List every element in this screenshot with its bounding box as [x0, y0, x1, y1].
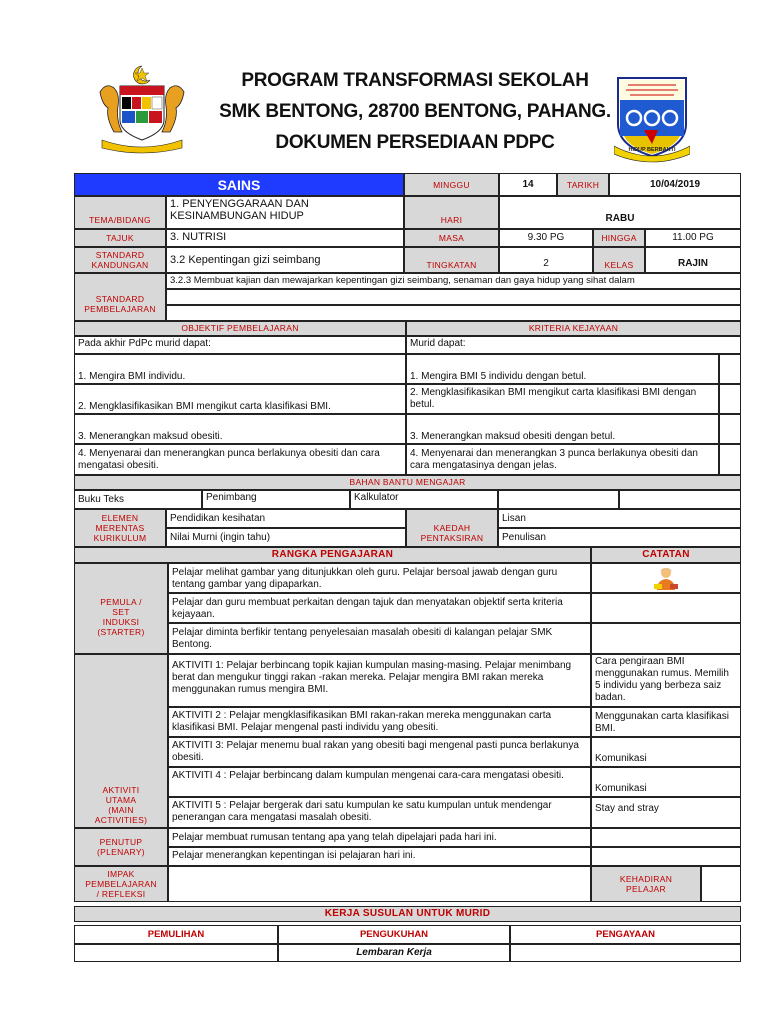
- teacher-clipart-icon: [652, 566, 680, 592]
- objektif-item: 1. Mengira BMI individu.: [74, 354, 406, 384]
- document-header: [0, 0, 768, 172]
- aktiviti-catatan: Komunikasi: [591, 767, 741, 797]
- hari-value: RABU: [499, 196, 741, 229]
- kriteria-item: 4. Menyenarai dan menerangkan 3 punca berlakunya obesiti dan cara mengatasinya dengan jelas.: [406, 444, 719, 475]
- tema-label: TEMA/BIDANG: [74, 196, 166, 229]
- objektif-item: 2. Mengklasifikasikan BMI mengikut carta klasifikasi BMI.: [74, 384, 406, 414]
- bbm-item: Kalkulator: [350, 490, 498, 509]
- bbm-header: BAHAN BANTU MENGAJAR: [74, 475, 741, 490]
- emk-item: Pendidikan kesihatan: [166, 509, 406, 528]
- pemula-item: Pelajar dan guru membuat perkaitan dengan tajuk dan menyatakan objektif serta kriteria kejayaan.: [168, 593, 591, 623]
- tingkatan-label: TINGKATAN: [404, 247, 499, 273]
- header-line-3: DOKUMEN PERSEDIAAN PDPC: [275, 132, 555, 153]
- kriteria-item: 3. Menerangkan maksud obesiti dengan betul.: [406, 414, 719, 444]
- pemula-catatan: [591, 623, 741, 654]
- impak-value: [168, 866, 591, 902]
- rangka-header: RANGKA PENGAJARAN: [74, 547, 591, 563]
- standard-kandungan-value: 3.2 Kepentingan gizi seimbang: [166, 247, 404, 273]
- kriteria-check: [719, 444, 741, 475]
- kaedah-item: Penulisan: [498, 528, 741, 547]
- kehadiran-label: KEHADIRAN PELAJAR: [591, 866, 701, 902]
- pemula-label: PEMULA / SET INDUKSI (STARTER): [74, 563, 168, 654]
- hingga-value: 11.00 PG: [645, 229, 741, 247]
- kriteria-header: KRITERIA KEJAYAAN: [406, 321, 741, 336]
- kelas-label: KELAS: [593, 247, 645, 273]
- jata-negara-crest-icon: [92, 62, 192, 154]
- hingga-label: HINGGA: [593, 229, 645, 247]
- kaedah-label: KAEDAH PENTAKSIRAN: [406, 509, 498, 547]
- kriteria-item: 2. Mengklasifikasikan BMI mengikut carta klasifikasi BMI dengan betul.: [406, 384, 719, 414]
- kriteria-item: 1. Mengira BMI 5 individu dengan betul.: [406, 354, 719, 384]
- kriteria-check: [719, 384, 741, 414]
- standard-pembelajaran-label: STANDARD PEMBELAJARAN: [74, 273, 166, 321]
- penutup-catatan: [591, 828, 741, 847]
- tingkatan-value: 2: [499, 247, 593, 273]
- header-line-1: PROGRAM TRANSFORMASI SEKOLAH: [241, 70, 589, 91]
- aktiviti-item: AKTIVITI 1: Pelajar berbincang topik kajian kumpulan masing-masing. Pelajar menimbang berat dan mengukur tinggi rakan -rakan mereka. Pelajar mengira BMI rakan mereka menggunakan rumus mengira BMI.: [168, 654, 591, 707]
- kriteria-check: [719, 354, 741, 384]
- pemulihan-value: [74, 944, 278, 962]
- pemula-catatan: [591, 563, 741, 593]
- standard-pembelajaran-row-2: [166, 289, 741, 305]
- susulan-header: KERJA SUSULAN UNTUK MURID: [74, 906, 741, 922]
- penutup-item: Pelajar menerangkan kepentingan isi pelajaran hari ini.: [168, 847, 591, 866]
- pengukuhan-value: Lembaran Kerja: [278, 944, 510, 962]
- header-line-2: SMK BENTONG, 28700 BENTONG, PAHANG.: [219, 101, 611, 122]
- minggu-label: MINGGU: [404, 173, 499, 196]
- aktiviti-catatan: Stay and stray: [591, 797, 741, 828]
- bbm-item: Penimbang: [202, 490, 350, 509]
- bbm-empty: [619, 490, 741, 509]
- emk-item: Nilai Murni (ingin tahu): [166, 528, 406, 547]
- pemulihan-label: PEMULIHAN: [74, 925, 278, 944]
- penutup-label: PENUTUP (PLENARY): [74, 828, 168, 866]
- kriteria-intro: Murid dapat:: [406, 336, 741, 354]
- bbm-empty: [498, 490, 619, 509]
- pengukuhan-label: PENGUKUHAN: [278, 925, 510, 944]
- aktiviti-catatan: Cara pengiraan BMI menggunakan rumus. Memilih 5 individu yang berbeza saiz badan.: [591, 654, 741, 707]
- pemula-item: Pelajar melihat gambar yang ditunjukkan oleh guru. Pelajar bersoal jawab dengan guru tentang gambar yang dipaparkan.: [168, 563, 591, 593]
- penutup-catatan: [591, 847, 741, 866]
- tema-value: 1. PENYENGGARAAN DAN KESINAMBUNGAN HIDUP: [166, 196, 404, 229]
- tajuk-label: TAJUK: [74, 229, 166, 247]
- objektif-item: 4. Menyenarai dan menerangkan punca berlakunya obesiti dan cara mengatasi obesiti.: [74, 444, 406, 475]
- subject-banner: SAINS: [74, 173, 404, 196]
- aktiviti-utama-label: AKTIVITI UTAMA (MAIN ACTIVITIES): [74, 654, 168, 828]
- kaedah-item: Lisan: [498, 509, 741, 528]
- aktiviti-item: AKTIVITI 4 : Pelajar berbincang dalam kumpulan mengenai cara-cara mengatasi obesiti.: [168, 767, 591, 797]
- penutup-item: Pelajar membuat rumusan tentang apa yang telah dipelajari pada hari ini.: [168, 828, 591, 847]
- pemula-catatan: [591, 593, 741, 623]
- pengayaan-label: PENGAYAAN: [510, 925, 741, 944]
- hari-label: HARI: [404, 196, 499, 229]
- pemula-item: Pelajar diminta berfikir tentang penyelesaian masalah obesiti di kalangan pelajar SMK Bentong.: [168, 623, 591, 654]
- standard-kandungan-label: STANDARD KANDUNGAN: [74, 247, 166, 273]
- aktiviti-catatan: Menggunakan carta klasifikasi BMI.: [591, 707, 741, 737]
- impak-label: IMPAK PEMBELAJARAN / REFLEKSI: [74, 866, 168, 902]
- standard-pembelajaran-value: 3.2.3 Membuat kajian dan mewajarkan kepentingan gizi seimbang, senaman dan gaya hidup yang sihat dalam: [166, 273, 741, 289]
- tarikh-value: 10/04/2019: [609, 173, 741, 196]
- catatan-header: CATATAN: [591, 547, 741, 563]
- kelas-value: RAJIN: [645, 247, 741, 273]
- minggu-value: 14: [499, 173, 557, 196]
- kehadiran-value: [701, 866, 741, 902]
- aktiviti-item: AKTIVITI 5 : Pelajar bergerak dari satu kumpulan ke satu kumpulan untuk mendengar penerangan cara mengatasi masalah obesiti.: [168, 797, 591, 828]
- aktiviti-catatan: Komunikasi: [591, 737, 741, 767]
- objektif-intro: Pada akhir PdPc murid dapat:: [74, 336, 406, 354]
- objektif-header: OBJEKTIF PEMBELAJARAN: [74, 321, 406, 336]
- tajuk-value: 3. NUTRISI: [166, 229, 404, 247]
- school-crest-motto: HIDUP BERBAKTI: [628, 147, 676, 153]
- masa-label: MASA: [404, 229, 499, 247]
- bbm-item: Buku Teks: [74, 490, 202, 509]
- kriteria-check: [719, 414, 741, 444]
- standard-pembelajaran-row-3: [166, 305, 741, 321]
- tarikh-label: TARIKH: [557, 173, 609, 196]
- aktiviti-item: AKTIVITI 2 : Pelajar mengklasifikasikan BMI rakan-rakan mereka menggunakan carta klasifikasi BMI. Pelajar mengenal pasti individu yang obesiti.: [168, 707, 591, 737]
- aktiviti-item: AKTIVITI 3: Pelajar menemu bual rakan yang obesiti bagi mengenal pasti punca berlakunya obesiti.: [168, 737, 591, 767]
- objektif-item: 3. Menerangkan maksud obesiti.: [74, 414, 406, 444]
- emk-label: ELEMEN MERENTAS KURIKULUM: [74, 509, 166, 547]
- pengayaan-value: [510, 944, 741, 962]
- masa-value: 9.30 PG: [499, 229, 593, 247]
